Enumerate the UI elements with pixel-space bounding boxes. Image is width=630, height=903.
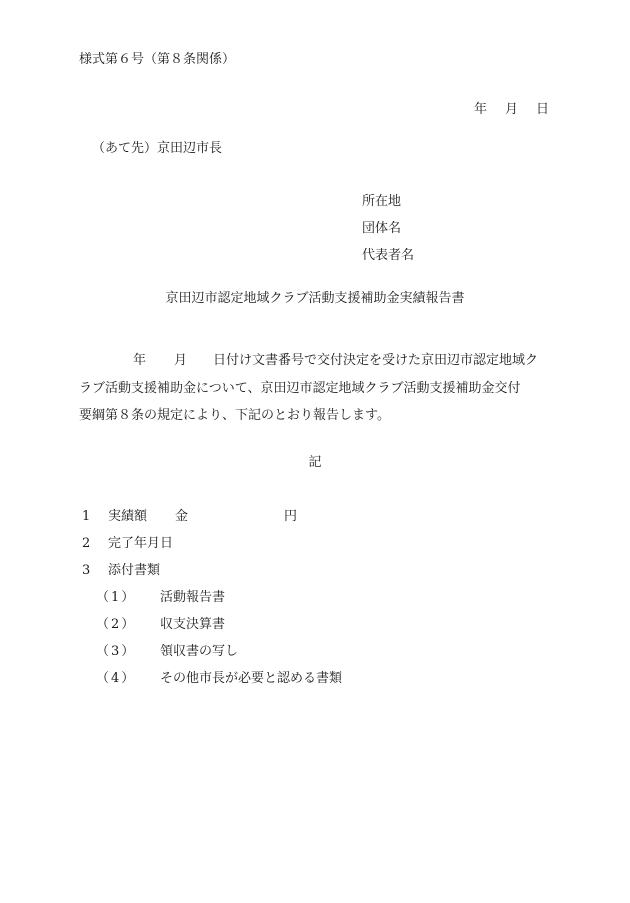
attachment-number: （3） [96,644,137,659]
item-label: 添付書類 [108,563,161,578]
amount-unit: 円 [284,509,298,524]
body-line-1-rest: 日付け文書番号で交付決定を受けた京田辺市認定地域ク [213,353,539,368]
attachment-label: その他市長が必要と認める書類 [160,671,343,686]
attachment-item [96,672,342,685]
attachment-item [96,618,225,631]
applicant-address-label: 所在地 [362,194,402,209]
item-number: 1 [82,509,91,524]
addressee: （あて先）京田辺市長 [92,141,223,156]
date-day: 日 [535,102,549,117]
ki-heading: 記 [308,455,322,470]
item-completion-date [82,537,173,550]
item-amount [82,510,297,523]
item-label: 実績額 [108,509,148,524]
applicant-block [362,195,414,276]
item-attachments [82,564,160,577]
attachment-label: 収支決算書 [160,617,226,632]
attachment-number: （2） [96,617,137,632]
date-line [474,103,549,116]
body-line-3: 要綱第８条の規定により、下記のとおり報告します。 [79,408,390,423]
attachment-label: 活動報告書 [160,590,226,605]
document-title: 京田辺市認定地域クラブ活動支援補助金実績報告書 [165,291,465,306]
date-month: 月 [504,102,518,117]
form-number: 様式第６号（第８条関係） [79,52,236,67]
attachment-item [96,645,238,658]
body-year: 年 [133,353,147,368]
attachment-number: （1） [96,590,137,605]
date-year: 年 [473,102,487,117]
body-paragraph [79,347,559,430]
amount-currency: 金 [175,509,189,524]
attachment-label: 領収書の写し [160,644,239,659]
applicant-group-label: 団体名 [362,221,402,236]
body-line-2: ラブ活動支援補助金について、京田辺市認定地域クラブ活動支援補助金交付 [79,380,521,396]
attachment-number: （4） [96,671,137,686]
item-label: 完了年月日 [108,536,174,551]
item-number: 2 [82,536,91,551]
item-number: 3 [82,563,91,578]
body-month: 月 [174,353,188,368]
applicant-representative-label: 代表者名 [362,248,415,263]
body-line-1 [79,347,559,375]
attachment-item [96,591,225,604]
